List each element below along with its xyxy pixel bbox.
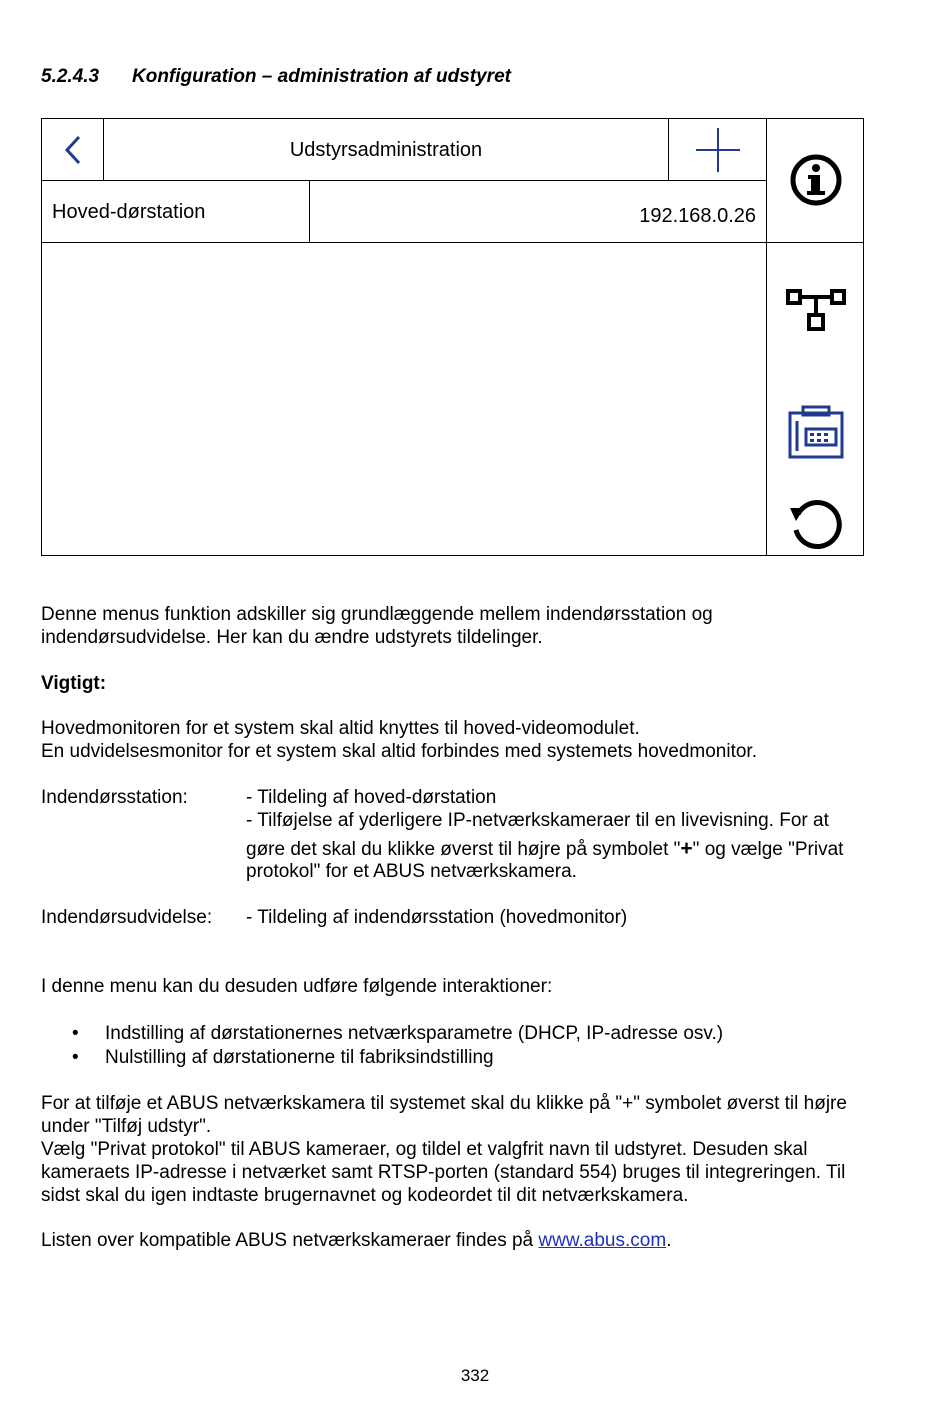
plus-symbol: + (680, 837, 693, 860)
compatible-list-end: . (666, 1230, 672, 1251)
camera-line-3: Vælg "Privat protokol" til ABUS kameraer, og tildel et valgfrit navn til udstyret. Desuden skal (41, 1139, 808, 1160)
camera-line-4: kameraets IP-adresse i netværket samt RTSP-porten (standard 554) bruges til integreringen. Til (41, 1162, 846, 1183)
important-line-1: Hovedmonitoren for et system skal altid knyttes til hoved-videomodulet. (41, 718, 640, 739)
bullet: • (72, 1047, 79, 1068)
intro-line-2: indendørsudvidelse. Her kan du ændre udstyrets tildelinger. (41, 627, 543, 648)
indoor-extension-line-1: - Tildeling af indendørsstation (hovedmonitor) (246, 907, 628, 928)
indoor-station-line-1: - Tildeling af hoved-dørstation (246, 787, 497, 808)
plus-icon (693, 125, 743, 175)
compatible-list-label: Listen over kompatible ABUS netværkskameraer findes på (41, 1230, 539, 1251)
indoor-station-line-4: protokol" for et ABUS netværkskamera. (246, 861, 577, 882)
page-number: 332 (460, 1366, 490, 1385)
device-management-screen (41, 118, 864, 556)
back-button[interactable] (42, 119, 103, 181)
network-icon (785, 287, 847, 333)
camera-line-1: For at tilføje et ABUS netværkskamera til systemet skal du klikke på "+" symbolet øverst til højre (41, 1093, 847, 1114)
info-icon (789, 153, 843, 207)
compatible-list-text (41, 1229, 671, 1252)
important-line-2: En udvidelsesmonitor for et system skal altid forbindes med systemets hovedmonitor. (41, 741, 757, 762)
reset-icon (786, 494, 846, 554)
intro-line-1: Denne menus funktion adskiller sig grundlæggende mellem indendørsstation og (41, 604, 713, 625)
section-number: 5.2.4.3 (41, 66, 100, 87)
network-settings-button[interactable] (767, 279, 864, 341)
door-station-ip: 192.168.0.26 (639, 205, 756, 227)
reset-button[interactable] (767, 491, 864, 557)
indoor-extension-label: Indendørsudvidelse: (41, 907, 213, 928)
indoor-station-line-3a: gøre det skal du klikke øverst til højre på symbolet " (246, 839, 681, 860)
interactions-intro: I denne menu kan du desuden udføre følgende interaktioner: (41, 976, 553, 997)
section-title: Konfiguration – administration af udstyret (132, 66, 511, 87)
bullet: • (72, 1023, 79, 1044)
section-heading (41, 66, 511, 88)
camera-line-2: under "Tilføj udstyr". (41, 1116, 212, 1137)
indoor-station-line-3b: " og vælge "Privat (692, 839, 844, 860)
indoor-station-label: Indendørsstation: (41, 787, 188, 808)
indoor-station-line-3 (246, 837, 843, 861)
device-icon (787, 403, 845, 461)
screen-title: Udstyrsadministration (289, 139, 483, 161)
abus-website-link[interactable]: www.abus.com (538, 1230, 667, 1251)
info-button[interactable] (767, 139, 864, 221)
list-item: Indstilling af dørstationernes netværksparametre (DHCP, IP-adresse osv.) (105, 1023, 724, 1044)
camera-line-5: sidst skal du igen indtaste brugernavnet og kodeordet til dit netværkskamera. (41, 1185, 689, 1206)
door-station-name[interactable]: Hoved-dørstation (52, 201, 206, 223)
back-chevron-icon (63, 134, 83, 166)
important-label: Vigtigt: (41, 673, 107, 694)
list-item: Nulstilling af dørstationerne til fabriksindstilling (105, 1047, 494, 1068)
device-button[interactable] (767, 397, 864, 467)
indoor-station-line-2: - Tilføjelse af yderligere IP-netværkskameraer til en livevisning. For at (246, 810, 829, 831)
add-device-button[interactable] (669, 119, 766, 181)
